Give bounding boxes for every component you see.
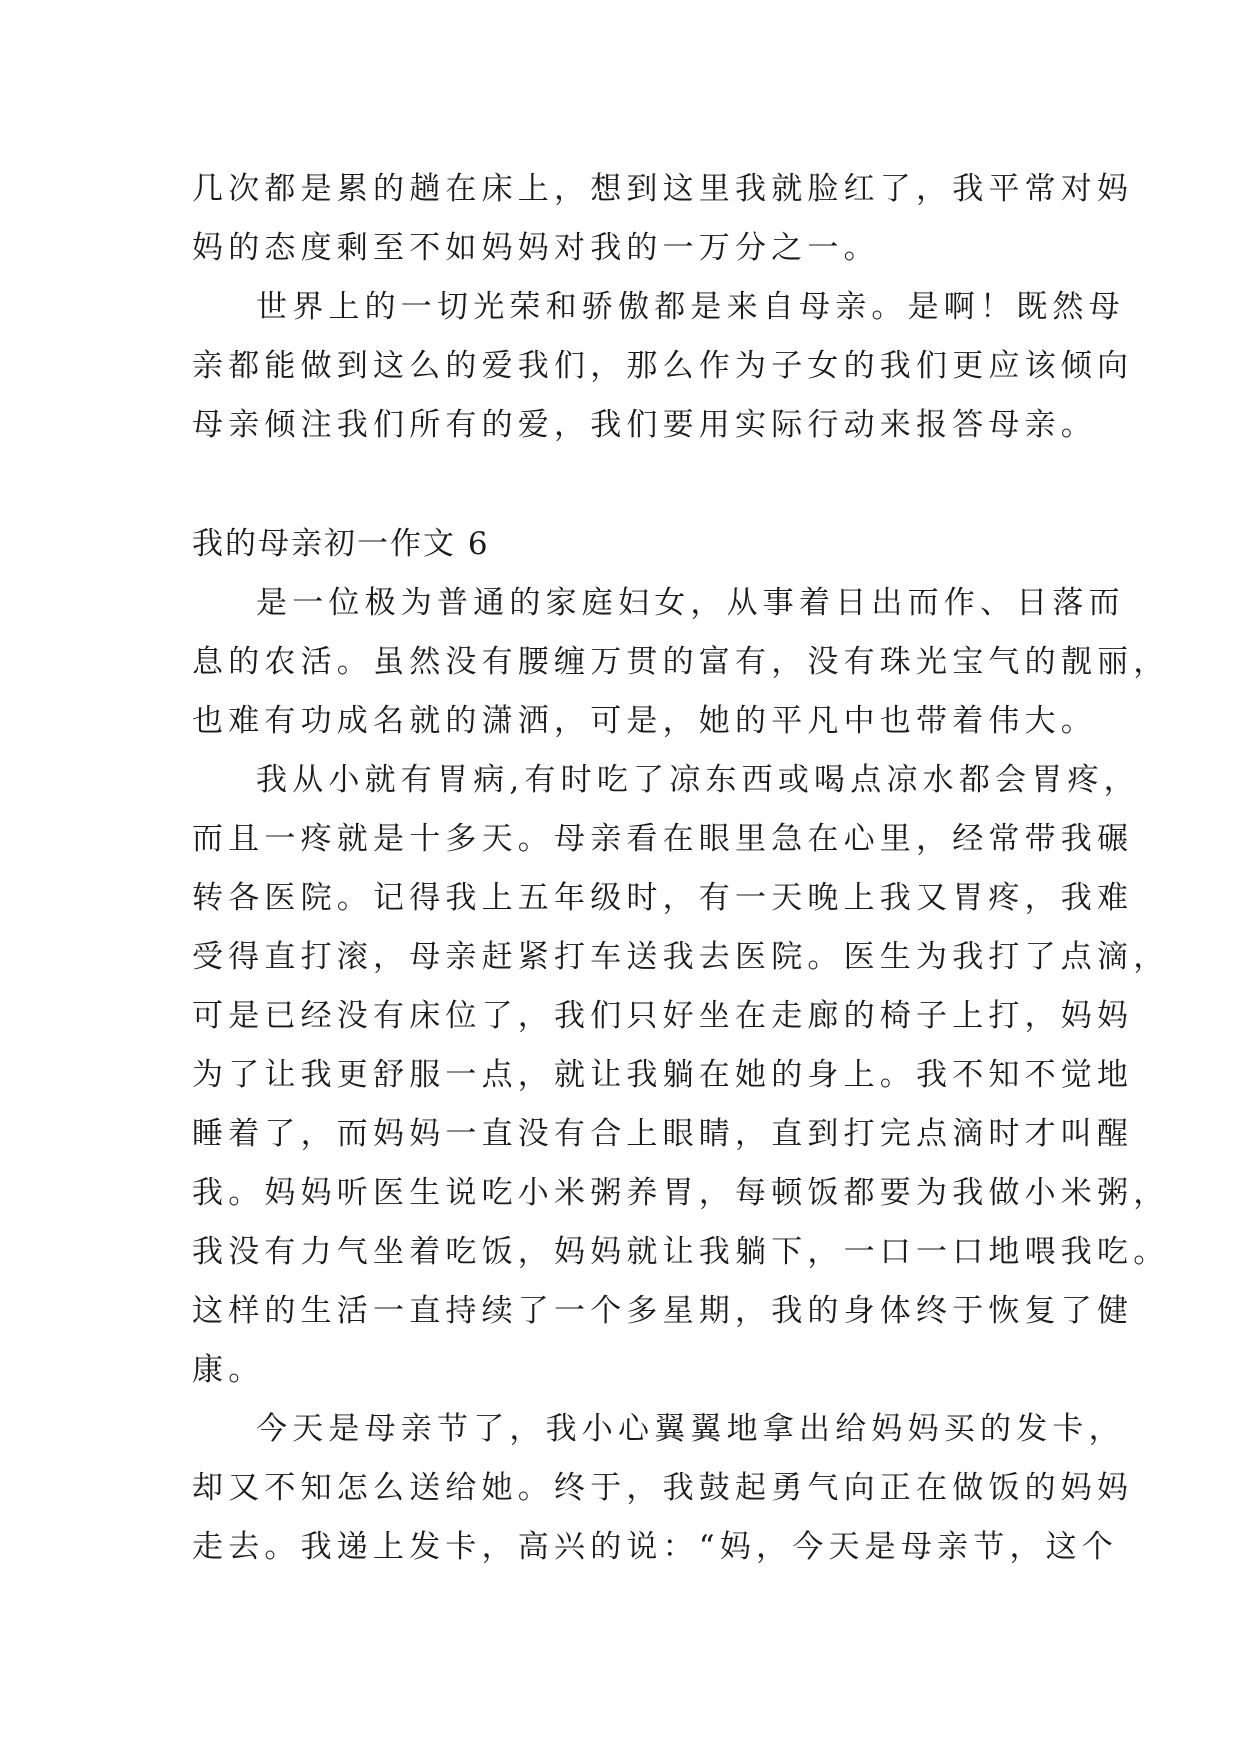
paragraph-line: 世界上的一切光荣和骄傲都是来自母亲。是啊！既然母: [256, 289, 1125, 325]
paragraph-line: 也难有功成名就的潇洒，可是，她的平凡中也带着伟大。: [192, 703, 1097, 739]
paragraph-line: 我没有力气坐着吃饭，妈妈就让我躺下，一口一口地喂我吃。: [192, 1234, 1170, 1270]
paragraph-5: [192, 1400, 1134, 1577]
paragraph-line: 是一位极为普通的家庭妇女，从事着日出而作、日落而: [256, 585, 1125, 621]
paragraph-line: 我从小就有胃病,有时吃了凉东西或喝点凉水都会胃疼，: [256, 762, 1140, 798]
paragraph-4: [192, 751, 1170, 1400]
paragraph-line: 却又不知怎么送给她。终于，我鼓起勇气向正在做饭的妈妈: [192, 1470, 1134, 1506]
paragraph-line: 息的农活。虽然没有腰缠万贯的富有，没有珠光宝气的靓丽，: [192, 644, 1170, 680]
paragraph-line: 睡着了，而妈妈一直没有合上眼睛，直到打完点滴时才叫醒: [192, 1116, 1134, 1152]
paragraph-line: 这样的生活一直持续了一个多星期，我的身体终于恢复了健: [192, 1293, 1134, 1329]
paragraph-line: 我。妈妈听医生说吃小米粥养胃，每顿饭都要为我做小米粥，: [192, 1175, 1170, 1211]
paragraph-line: 康。: [192, 1352, 265, 1388]
paragraph-line: 受得直打滚，母亲赶紧打车送我去医院。医生为我打了点滴，: [192, 939, 1170, 975]
paragraph-line: 走去。我递上发卡，高兴的说：“妈，今天是母亲节，这个: [192, 1529, 1119, 1565]
paragraph-line: 可是已经没有床位了，我们只好坐在走廊的椅子上打，妈妈: [192, 998, 1134, 1034]
paragraph-line: 而且一疼就是十多天。母亲看在眼里急在心里，经常带我碾: [192, 821, 1134, 857]
paragraph-line: 妈的态度剩至不如妈妈对我的一万分之一。: [192, 230, 880, 266]
section-spacer: [192, 455, 1052, 515]
paragraph-line: 为了让我更舒服一点，就让我躺在她的身上。我不知不觉地: [192, 1057, 1134, 1093]
paragraph-line: 几次都是累的趟在床上，想到这里我就脸红了，我平常对妈: [192, 171, 1134, 207]
paragraph-line: 母亲倾注我们所有的爱，我们要用实际行动来报答母亲。: [192, 407, 1097, 443]
paragraph-1: [192, 160, 1134, 278]
document-body: [192, 160, 1170, 1577]
paragraph-line: 今天是母亲节了，我小心翼翼地拿出给妈妈买的发卡，: [256, 1411, 1125, 1447]
paragraph-2: [192, 278, 1134, 455]
paragraph-3: [192, 574, 1170, 751]
paragraph-line: 亲都能做到这么的爱我们，那么作为子女的我们更应该倾向: [192, 348, 1134, 384]
section-heading: 我的母亲初一作文 6: [192, 526, 490, 562]
paragraph-line: 转各医院。记得我上五年级时，有一天晚上我又胃疼，我难: [192, 880, 1134, 916]
